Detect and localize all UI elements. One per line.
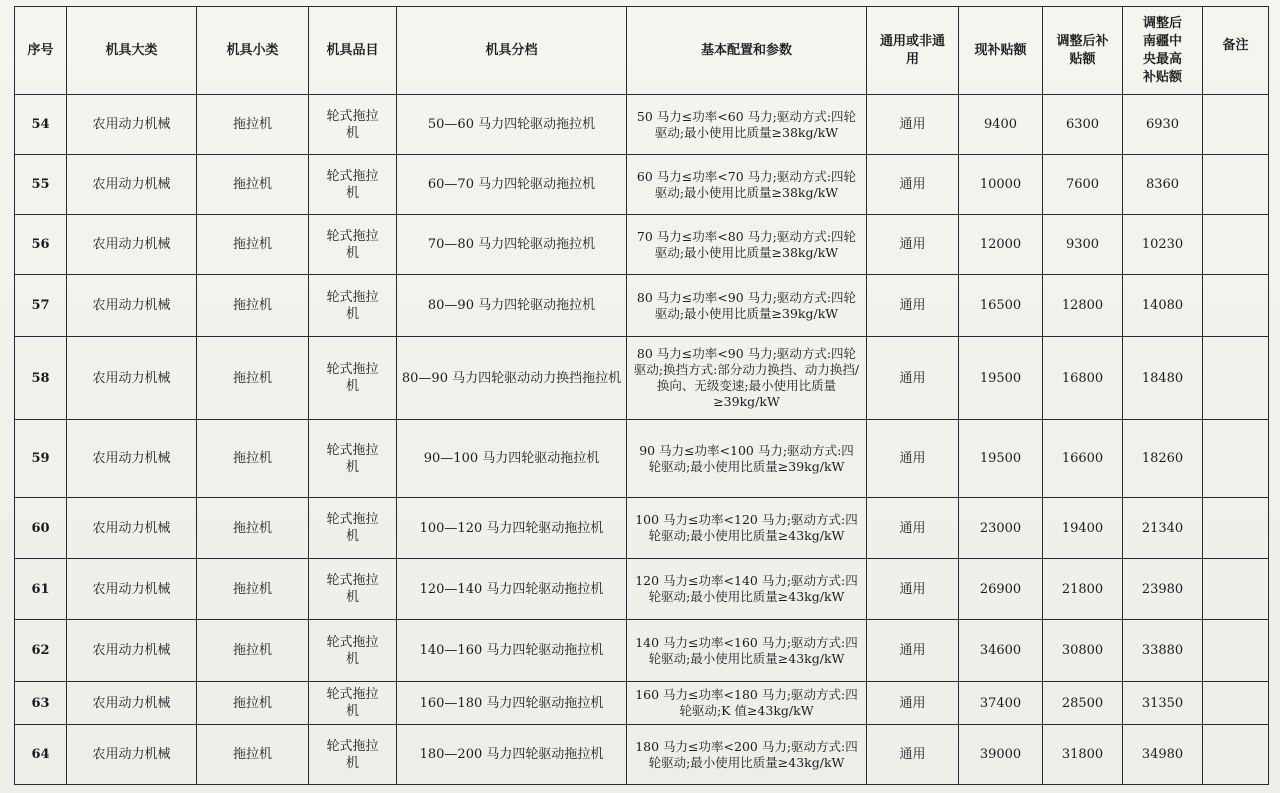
cell-current-subsidy: 12000 (959, 215, 1043, 275)
cell-item: 轮式拖拉机 (309, 725, 397, 785)
cell-config: 160 马力≤功率<180 马力;驱动方式:四轮驱动;K 值≥43kg/kW (627, 682, 867, 725)
cell-adjusted-subsidy: 7600 (1043, 155, 1123, 215)
cell-remark (1203, 420, 1269, 498)
header-seq: 序号 (15, 7, 67, 95)
cell-remark (1203, 275, 1269, 337)
table-row (15, 682, 1269, 725)
cell-major-category: 农用动力机械 (67, 337, 197, 420)
cell-current-subsidy: 34600 (959, 620, 1043, 682)
header-item: 机具品目 (309, 7, 397, 95)
cell-grade: 160—180 马力四轮驱动拖拉机 (397, 682, 627, 725)
cell-config: 80 马力≤功率<90 马力;驱动方式:四轮驱动;换挡方式:部分动力换挡、动力换挡/换向、无级变速;最小使用比质量≥39kg/kW (627, 337, 867, 420)
cell-minor-category: 拖拉机 (197, 498, 309, 559)
cell-config: 90 马力≤功率<100 马力;驱动方式:四轮驱动;最小使用比质量≥39kg/kW (627, 420, 867, 498)
table-row (15, 337, 1269, 420)
header-adjusted-subsidy: 调整后补贴额 (1043, 7, 1123, 95)
cell-remark (1203, 725, 1269, 785)
cell-current-subsidy: 26900 (959, 559, 1043, 620)
table-row (15, 420, 1269, 498)
cell-major-category: 农用动力机械 (67, 420, 197, 498)
cell-general: 通用 (867, 559, 959, 620)
cell-seq: 54 (15, 95, 67, 155)
cell-seq: 57 (15, 275, 67, 337)
header-grade: 机具分档 (397, 7, 627, 95)
cell-general: 通用 (867, 95, 959, 155)
cell-seq: 58 (15, 337, 67, 420)
cell-xinjiang-subsidy: 14080 (1123, 275, 1203, 337)
cell-item: 轮式拖拉机 (309, 275, 397, 337)
cell-major-category: 农用动力机械 (67, 559, 197, 620)
cell-item: 轮式拖拉机 (309, 420, 397, 498)
cell-item: 轮式拖拉机 (309, 95, 397, 155)
cell-xinjiang-subsidy: 8360 (1123, 155, 1203, 215)
cell-current-subsidy: 19500 (959, 420, 1043, 498)
table-row (15, 725, 1269, 785)
cell-general: 通用 (867, 420, 959, 498)
table-row (15, 620, 1269, 682)
cell-major-category: 农用动力机械 (67, 155, 197, 215)
cell-item: 轮式拖拉机 (309, 498, 397, 559)
cell-item: 轮式拖拉机 (309, 337, 397, 420)
cell-config: 50 马力≤功率<60 马力;驱动方式:四轮驱动;最小使用比质量≥38kg/kW (627, 95, 867, 155)
cell-grade: 70—80 马力四轮驱动拖拉机 (397, 215, 627, 275)
cell-item: 轮式拖拉机 (309, 215, 397, 275)
cell-remark (1203, 498, 1269, 559)
cell-adjusted-subsidy: 28500 (1043, 682, 1123, 725)
cell-config: 180 马力≤功率<200 马力;驱动方式:四轮驱动;最小使用比质量≥43kg/kW (627, 725, 867, 785)
header-minor-category: 机具小类 (197, 7, 309, 95)
cell-seq: 56 (15, 215, 67, 275)
cell-seq: 59 (15, 420, 67, 498)
cell-adjusted-subsidy: 31800 (1043, 725, 1123, 785)
cell-current-subsidy: 19500 (959, 337, 1043, 420)
cell-general: 通用 (867, 155, 959, 215)
cell-general: 通用 (867, 725, 959, 785)
cell-minor-category: 拖拉机 (197, 420, 309, 498)
cell-xinjiang-subsidy: 18480 (1123, 337, 1203, 420)
cell-adjusted-subsidy: 19400 (1043, 498, 1123, 559)
cell-seq: 55 (15, 155, 67, 215)
cell-current-subsidy: 37400 (959, 682, 1043, 725)
cell-general: 通用 (867, 682, 959, 725)
cell-general: 通用 (867, 620, 959, 682)
cell-remark (1203, 155, 1269, 215)
cell-item: 轮式拖拉机 (309, 155, 397, 215)
cell-remark (1203, 215, 1269, 275)
header-xinjiang-subsidy: 调整后南疆中央最高补贴额 (1123, 7, 1203, 95)
cell-xinjiang-subsidy: 23980 (1123, 559, 1203, 620)
cell-seq: 62 (15, 620, 67, 682)
table-row (15, 155, 1269, 215)
table-row (15, 215, 1269, 275)
cell-minor-category: 拖拉机 (197, 620, 309, 682)
cell-major-category: 农用动力机械 (67, 215, 197, 275)
cell-xinjiang-subsidy: 34980 (1123, 725, 1203, 785)
cell-adjusted-subsidy: 9300 (1043, 215, 1123, 275)
cell-grade: 100—120 马力四轮驱动拖拉机 (397, 498, 627, 559)
cell-major-category: 农用动力机械 (67, 95, 197, 155)
table-row (15, 275, 1269, 337)
cell-config: 140 马力≤功率<160 马力;驱动方式:四轮驱动;最小使用比质量≥43kg/kW (627, 620, 867, 682)
cell-grade: 50—60 马力四轮驱动拖拉机 (397, 95, 627, 155)
cell-grade: 180—200 马力四轮驱动拖拉机 (397, 725, 627, 785)
cell-xinjiang-subsidy: 31350 (1123, 682, 1203, 725)
cell-current-subsidy: 9400 (959, 95, 1043, 155)
cell-config: 70 马力≤功率<80 马力;驱动方式:四轮驱动;最小使用比质量≥38kg/kW (627, 215, 867, 275)
header-current-subsidy: 现补贴额 (959, 7, 1043, 95)
cell-adjusted-subsidy: 12800 (1043, 275, 1123, 337)
cell-major-category: 农用动力机械 (67, 725, 197, 785)
cell-item: 轮式拖拉机 (309, 682, 397, 725)
header-major-category: 机具大类 (67, 7, 197, 95)
cell-general: 通用 (867, 337, 959, 420)
cell-minor-category: 拖拉机 (197, 559, 309, 620)
cell-adjusted-subsidy: 16600 (1043, 420, 1123, 498)
cell-minor-category: 拖拉机 (197, 275, 309, 337)
cell-config: 60 马力≤功率<70 马力;驱动方式:四轮驱动;最小使用比质量≥38kg/kW (627, 155, 867, 215)
cell-grade: 90—100 马力四轮驱动拖拉机 (397, 420, 627, 498)
cell-xinjiang-subsidy: 33880 (1123, 620, 1203, 682)
subsidy-table (14, 6, 1269, 785)
cell-adjusted-subsidy: 6300 (1043, 95, 1123, 155)
cell-remark (1203, 95, 1269, 155)
cell-config: 100 马力≤功率<120 马力;驱动方式:四轮驱动;最小使用比质量≥43kg/kW (627, 498, 867, 559)
cell-seq: 61 (15, 559, 67, 620)
cell-major-category: 农用动力机械 (67, 620, 197, 682)
cell-current-subsidy: 16500 (959, 275, 1043, 337)
cell-item: 轮式拖拉机 (309, 559, 397, 620)
cell-general: 通用 (867, 498, 959, 559)
table-body (15, 95, 1269, 785)
cell-grade: 80—90 马力四轮驱动拖拉机 (397, 275, 627, 337)
cell-general: 通用 (867, 275, 959, 337)
cell-major-category: 农用动力机械 (67, 498, 197, 559)
table-row (15, 95, 1269, 155)
cell-remark (1203, 682, 1269, 725)
cell-minor-category: 拖拉机 (197, 215, 309, 275)
cell-remark (1203, 559, 1269, 620)
table-row (15, 498, 1269, 559)
header-config: 基本配置和参数 (627, 7, 867, 95)
header-general: 通用或非通用 (867, 7, 959, 95)
cell-major-category: 农用动力机械 (67, 682, 197, 725)
cell-minor-category: 拖拉机 (197, 682, 309, 725)
cell-general: 通用 (867, 215, 959, 275)
cell-minor-category: 拖拉机 (197, 337, 309, 420)
cell-major-category: 农用动力机械 (67, 275, 197, 337)
header-remark: 备注 (1203, 7, 1269, 95)
cell-minor-category: 拖拉机 (197, 155, 309, 215)
table-row (15, 559, 1269, 620)
cell-config: 120 马力≤功率<140 马力;驱动方式:四轮驱动;最小使用比质量≥43kg/kW (627, 559, 867, 620)
cell-remark (1203, 620, 1269, 682)
cell-current-subsidy: 23000 (959, 498, 1043, 559)
cell-current-subsidy: 39000 (959, 725, 1043, 785)
cell-adjusted-subsidy: 16800 (1043, 337, 1123, 420)
cell-adjusted-subsidy: 30800 (1043, 620, 1123, 682)
header-row (15, 7, 1269, 95)
cell-grade: 140—160 马力四轮驱动拖拉机 (397, 620, 627, 682)
cell-xinjiang-subsidy: 6930 (1123, 95, 1203, 155)
cell-minor-category: 拖拉机 (197, 95, 309, 155)
cell-adjusted-subsidy: 21800 (1043, 559, 1123, 620)
cell-grade: 60—70 马力四轮驱动拖拉机 (397, 155, 627, 215)
cell-grade: 80—90 马力四轮驱动动力换挡拖拉机 (397, 337, 627, 420)
cell-remark (1203, 337, 1269, 420)
cell-item: 轮式拖拉机 (309, 620, 397, 682)
cell-seq: 64 (15, 725, 67, 785)
cell-xinjiang-subsidy: 10230 (1123, 215, 1203, 275)
cell-config: 80 马力≤功率<90 马力;驱动方式:四轮驱动;最小使用比质量≥39kg/kW (627, 275, 867, 337)
cell-seq: 63 (15, 682, 67, 725)
cell-xinjiang-subsidy: 21340 (1123, 498, 1203, 559)
cell-grade: 120—140 马力四轮驱动拖拉机 (397, 559, 627, 620)
cell-seq: 60 (15, 498, 67, 559)
cell-current-subsidy: 10000 (959, 155, 1043, 215)
cell-xinjiang-subsidy: 18260 (1123, 420, 1203, 498)
cell-minor-category: 拖拉机 (197, 725, 309, 785)
